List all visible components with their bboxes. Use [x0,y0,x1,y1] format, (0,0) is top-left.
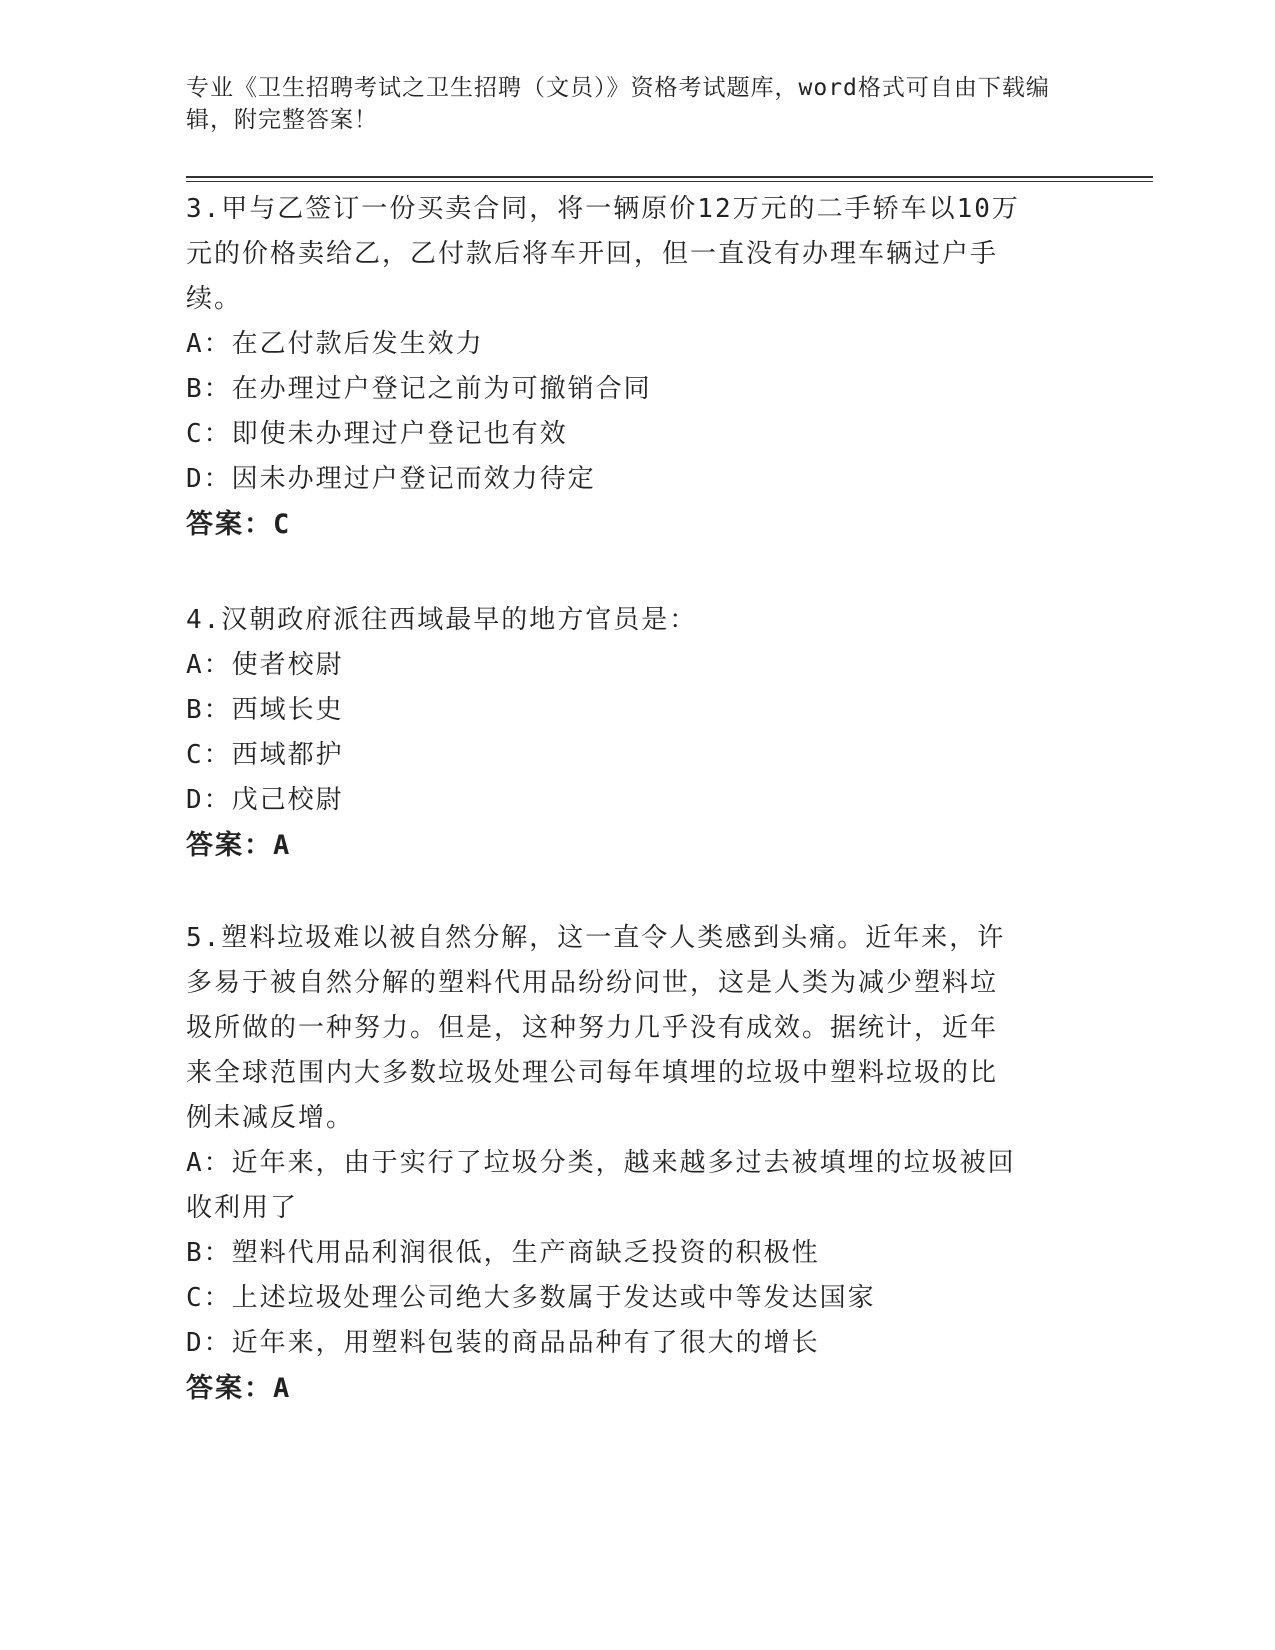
header-divider-thick [186,176,1153,178]
option-c: C：即使未办理过户登记也有效 [186,419,568,449]
header-divider-thin [186,181,1153,182]
option-c: C：西域都护 [186,740,344,770]
option-b: B：塑料代用品利润很低，生产商缺乏投资的积极性 [186,1238,820,1268]
question-block [186,187,1076,547]
answer-label: 答案：C [186,509,292,540]
option-a: A：在乙付款后发生效力 [186,329,484,359]
question-stem: 3.甲与乙签订一份买卖合同，将一辆原价12万元的二手轿车以10万元的价格卖给乙，乙付款后将车开回，但一直没有办理车辆过户手续。 [186,194,1020,314]
question-block [186,598,1076,868]
document-header: 专业《卫生招聘考试之卫生招聘（文员）》资格考试题库，word格式可自由下载编辑，附完整答案！ [186,75,1050,133]
option-d: D：近年来，用塑料包装的商品品种有了很大的增长 [186,1328,820,1358]
option-b: B：西域长史 [186,695,344,725]
answer-label: 答案：A [186,830,292,861]
question-stem: 5.塑料垃圾难以被自然分解，这一直令人类感到头痛。近年来，许多易于被自然分解的塑料代用品纷纷问世，这是人类为减少塑料垃圾所做的一种努力。但是，这种努力几乎没有成效。据统计，近年来全球范围内大多数垃圾处理公司每年填埋的垃圾中塑料垃圾的比例未减反增。 [186,923,1006,1133]
option-a: A：近年来，由于实行了垃圾分类，越来越多过去被填埋的垃圾被回收利用了 [186,1148,1016,1223]
option-b: B：在办理过户登记之前为可撤销合同 [186,374,652,404]
question-block [186,916,1076,1411]
option-d: D：戊己校尉 [186,785,344,815]
question-stem: 4.汉朝政府派往西域最早的地方官员是： [186,605,698,635]
answer-label: 答案：A [186,1373,292,1404]
option-a: A：使者校尉 [186,650,344,680]
option-d: D：因未办理过户登记而效力待定 [186,464,596,494]
option-c: C：上述垃圾处理公司绝大多数属于发达或中等发达国家 [186,1283,876,1313]
